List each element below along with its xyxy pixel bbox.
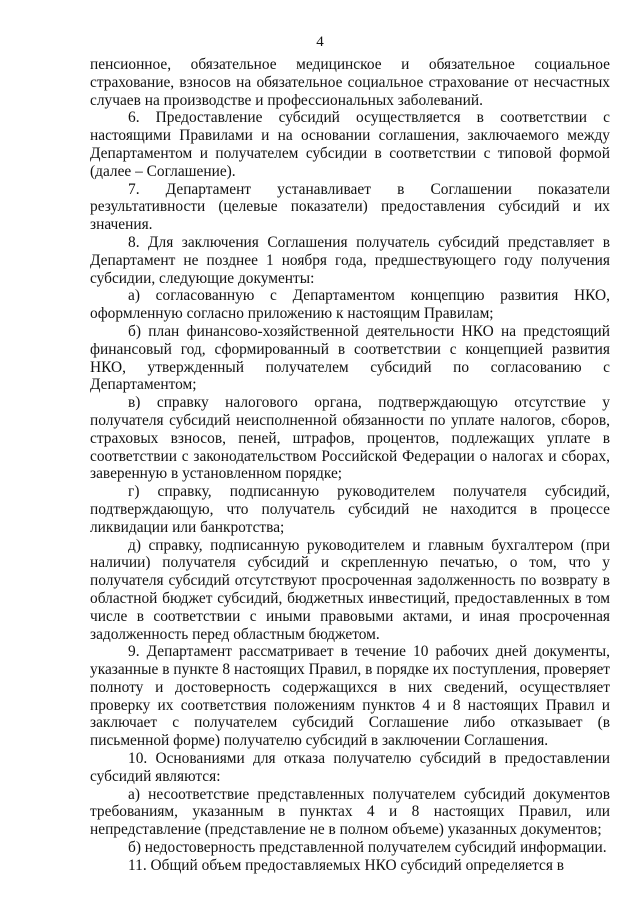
document-body bbox=[90, 56, 610, 875]
paragraph-6: 6. Предоставление субсидий осуществляется в соответствии с настоящими Правилами и на основании соглашения, заключаемого между Департаментом и получателем субсидии в соответствии с типовой формой (далее – Соглашение). bbox=[90, 109, 610, 180]
paragraph-10-a: а) несоответствие представленных получателем субсидий документов требованиям, указанным в пунктах 4 и 8 настоящих Правил, или непредставление (представление не в полном объеме) указанных документов; bbox=[90, 785, 610, 839]
paragraph-10-b: б) недостоверность представленной получателем субсидий информации. bbox=[128, 839, 607, 857]
paragraph-8-v: в) справку налогового органа, подтверждающую отсутствие у получателя субсидий неисполненной обязанности по уплате налогов, сборов, страховых взносов, пеней, штрафов, процентов, подлежащих уплате в соответствии с законодательством Российской Федерации о налогах и сборах, заверенную в установленном порядке; bbox=[90, 394, 610, 483]
paragraph-8-g: г) справку, подписанную руководителем получателя субсидий, подтверждающую, что получатель субсидий не находится в процессе ликвидации или банкротства; bbox=[90, 483, 610, 536]
paragraph-11: 11. Общий объем предоставляемых НКО субсидий определяется в bbox=[128, 856, 565, 874]
paragraph-continuation: пенсионное, обязательное медицинское и обязательное социальное страхование, взносов на обязательное социальное страхование от несчастных случаев на производстве и профессиональных заболеваний. bbox=[90, 56, 610, 109]
paragraph-7: 7. Департамент устанавливает в Соглашении показатели результативности (целевые показатели) предоставления субсидий и их значения. bbox=[90, 180, 610, 234]
paragraph-10: 10. Основаниями для отказа получателю субсидий в предоставлении субсидий являются: bbox=[90, 750, 610, 785]
paragraph-8: 8. Для заключения Соглашения получатель субсидий представляет в Департамент не позднее 1 ноября года, предшествующего году получения субсидии, следующие документы: bbox=[90, 233, 610, 287]
paragraph-8-d: д) справку, подписанную руководителем и главным бухгалтером (при наличии) получателя субсидий и скрепленную печатью, о том, что у получателя субсидий отсутствуют просроченная задолженность по возврату в областной бюджет субсидий, бюджетных инвестиций, предоставленных в том числе в соответствии с иными правовыми актами, и иная просроченная задолженность перед областным бюджетом. bbox=[90, 536, 610, 643]
page-number: 4 bbox=[316, 34, 324, 50]
paragraph-9: 9. Департамент рассматривает в течение 10 рабочих дней документы, указанные в пункте 8 настоящих Правил, в порядке их поступления, проверяет полноту и достоверность содержащихся в них сведений, осуществляет проверку их соответствия положениям пунктов 4 и 8 настоящих Правил и заключает с получателем субсидий Соглашение либо отказывает (в письменной форме) получателю субсидий в заключении Соглашения. bbox=[90, 643, 610, 750]
paragraph-8-a: а) согласованную с Департаментом концепцию развития НКО, оформленную согласно приложению к настоящим Правилам; bbox=[90, 287, 610, 323]
paragraph-8-b: б) план финансово-хозяйственной деятельности НКО на предстоящий финансовый год, сформированный в соответствии с концепцией развития НКО, утвержденный получателем субсидий по согласованию с Департаментом; bbox=[90, 322, 610, 394]
